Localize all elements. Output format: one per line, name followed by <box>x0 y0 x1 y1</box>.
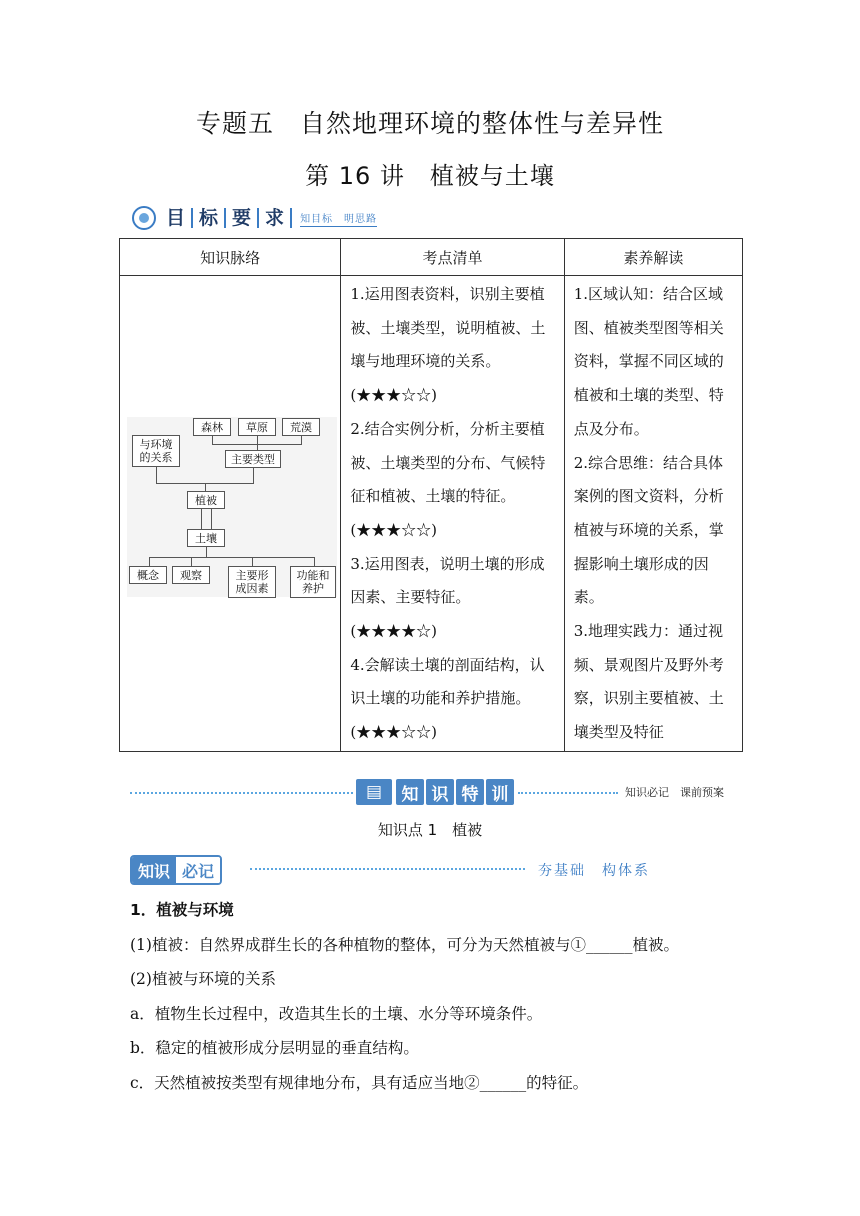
table-header: 素养解读 <box>564 239 742 276</box>
section-divider-left <box>130 792 353 794</box>
zhishi-divider <box>250 868 525 870</box>
diagram-node-grassland: 草原 <box>238 418 276 436</box>
checklist-cell <box>341 276 564 752</box>
literacy-item: 1.区域认知：结合区域图、植被类型图等相关资料，掌握不同区域的植被和土壤的类型、特点及分布。 <box>573 285 724 438</box>
body-line: (2)植被与环境的关系 <box>130 970 276 988</box>
section-divider-right <box>518 792 618 794</box>
diagram-node-relation: 与环境的关系 <box>132 435 180 467</box>
checklist-item: 3.运用图表，说明土壤的形成因素、主要特征。(★★★★☆) <box>350 554 545 641</box>
diagram-node-observe: 观察 <box>172 566 210 584</box>
section-book-icon: ▤ <box>356 779 392 805</box>
checklist-item: 1.运用图表资料，识别主要植被、土壤类型，说明植被、土壤与地理环境的关系。(★★★☆☆) <box>350 285 546 405</box>
body-line: (1)植被：自然界成群生长的各种植物的整体，可分为天然植被与①______植被。 <box>130 935 679 954</box>
table-header: 知识脉络 <box>120 239 341 276</box>
body-line: a．植物生长过程中，改造其生长的土壤、水分等环境条件。 <box>130 1004 543 1023</box>
diagram-node-types: 主要类型 <box>225 450 281 468</box>
diagram-node-soil: 土壤 <box>187 529 225 547</box>
page-title: 专题五 自然地理环境的整体性与差异性 <box>195 109 664 138</box>
goal-char: 标 <box>193 208 226 228</box>
section-char: 训 <box>486 779 514 805</box>
knowledge-point-title: 知识点 1 植被 <box>377 821 483 839</box>
section-tags: 知识必记 课前预案 <box>625 786 724 799</box>
diagram-node-function: 功能和养护 <box>290 566 336 598</box>
goal-char: 求 <box>259 208 292 228</box>
body-text <box>130 893 679 1100</box>
literacy-item: 3.地理实践力：通过视频、景观图片及野外考察，识别主要植被、土壤类型及特征 <box>573 622 724 742</box>
zhishi-subtitle: 夯基础 构体系 <box>538 863 650 879</box>
body-line: c．天然植被按类型有规律地分布，具有适应当地②______的特征。 <box>130 1073 589 1092</box>
diagram-node-forest: 森林 <box>193 418 231 436</box>
table-header: 考点清单 <box>341 239 564 276</box>
diagram-node-vegetation: 植被 <box>187 491 225 509</box>
knowledge-map-diagram <box>121 277 339 747</box>
knowledge-map-cell <box>120 276 341 752</box>
goal-banner <box>132 204 377 232</box>
section-char: 特 <box>456 779 484 805</box>
zhishi-label-a: 知识 <box>132 857 176 883</box>
diagram-node-concept: 概念 <box>129 566 167 584</box>
lesson-title: 第 16 讲 植被与土壤 <box>305 162 555 190</box>
body-line: b．稳定的植被形成分层明显的垂直结构。 <box>130 1039 419 1057</box>
checklist-item: 4.会解读土壤的剖面结构，认识土壤的功能和养护措施。(★★★☆☆) <box>350 655 545 742</box>
literacy-item: 2.综合思维：结合具体案例的图文资料，分析植被与环境的关系，掌握影响土壤形成的因素。 <box>573 453 724 607</box>
objectives-table <box>119 238 743 752</box>
goal-tagline: 知目标 明思路 <box>300 210 377 227</box>
section-char: 知 <box>396 779 424 805</box>
diagram-node-desert: 荒漠 <box>282 418 320 436</box>
section-char: 识 <box>426 779 454 805</box>
body-heading: 1．植被与环境 <box>130 901 234 919</box>
goal-char: 要 <box>226 208 259 228</box>
zhishi-label <box>130 855 222 885</box>
goal-char: 目 <box>160 208 193 228</box>
diagram-node-factors: 主要形成因素 <box>228 566 276 598</box>
zhishi-label-b: 必记 <box>176 857 220 883</box>
checklist-item: 2.结合实例分析，分析主要植被、土壤类型的分布、气候特征和植被、土壤的特征。(★★★☆☆) <box>350 419 546 539</box>
goal-logo-icon <box>132 206 156 230</box>
literacy-cell <box>564 276 742 752</box>
